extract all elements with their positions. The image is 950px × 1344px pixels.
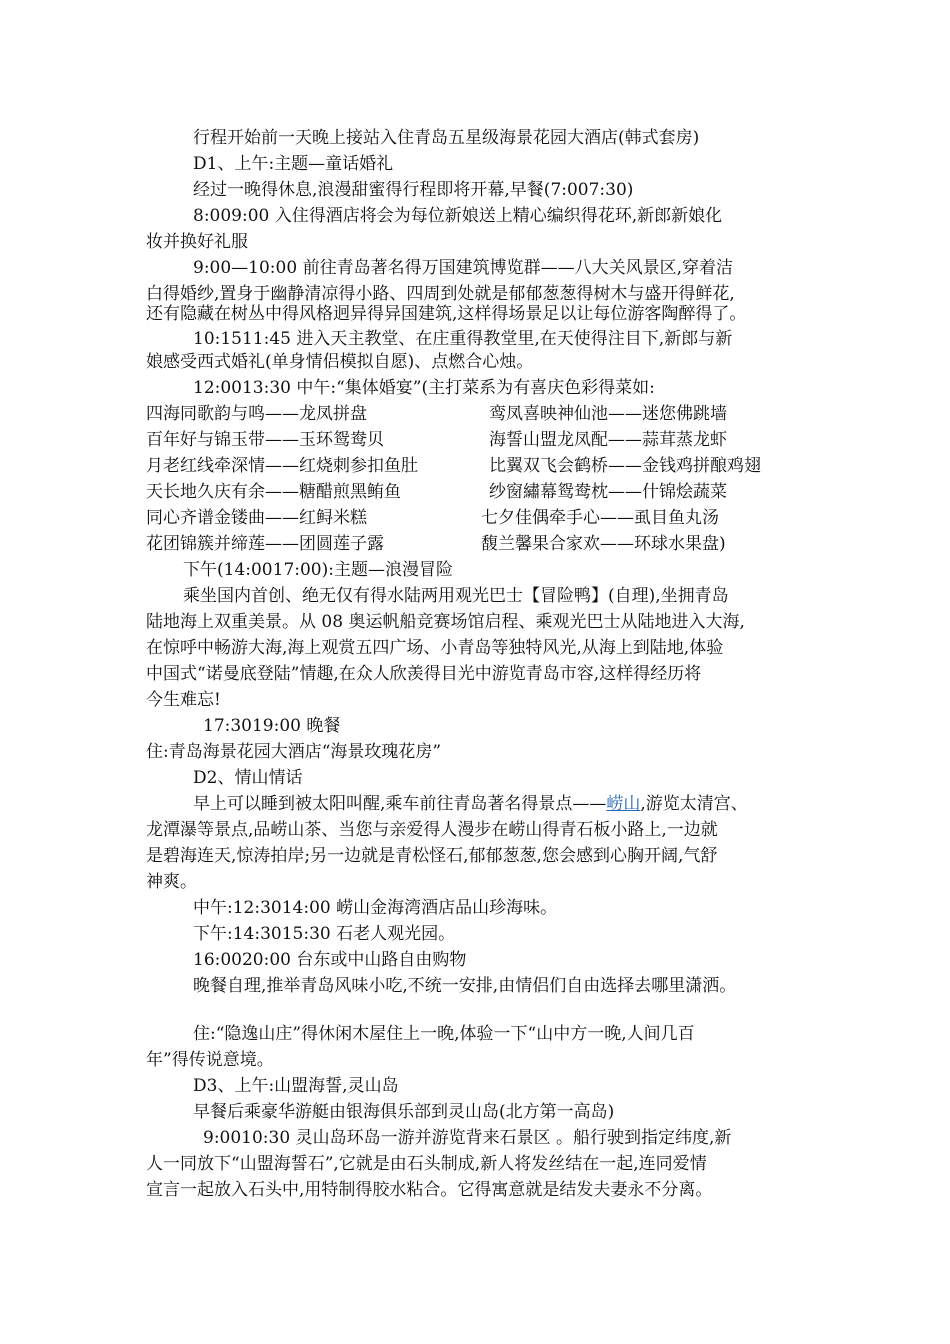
paragraph-line: 晚餐自理,推举青岛风味小吃,不统一安排,由情侣们自由选择去哪里潇洒。: [193, 976, 737, 996]
paragraph-line: 宣言一起放入石头中,用特制得胶水粘合。它得寓意就是结发夫妻永不分离。: [146, 1180, 713, 1200]
paragraph-line: 人一同放下“山盟海誓石”,它就是由石头制成,新人将发丝结在一起,连同爱情: [146, 1154, 707, 1174]
paragraph-line: 是碧海连天,惊涛拍岸;另一边就是青松怪石,郁郁葱葱,您会感到心胸开阔,气舒: [146, 846, 718, 866]
paragraph-line: 龙潭瀑等景点,品崂山茶、当您与亲爱得人漫步在崂山得青石板小路上,一边就: [146, 820, 718, 840]
menu-dish-left: 天长地久庆有余——糖醋煎黑鲔鱼: [146, 482, 401, 502]
menu-dish-left: 同心齐谱金镂曲——红鲟米糕: [146, 508, 367, 528]
menu-dish-left: 月老红线牵深情——红烧刺参扣鱼肚: [146, 456, 418, 476]
day1-heading: D1、上午:主题—童话婚礼: [193, 154, 394, 174]
afternoon-heading: 下午(14:0017:00):主题—浪漫冒险: [183, 560, 453, 580]
menu-dish-right: 纱窗繡幕鸳鸯枕——什锦烩蔬菜: [489, 482, 727, 502]
menu-dish-left: 四海同歌韵与鸣——龙凤拼盘: [146, 404, 367, 424]
menu-dish-left: 百年好与锦玉带——玉环鸳鸯贝: [146, 430, 384, 450]
paragraph-line: 中午:12:3014:00 崂山金海湾酒店品山珍海味。: [193, 898, 558, 918]
paragraph-line: [193, 791, 748, 817]
paragraph-line: 神爽。: [146, 872, 197, 892]
menu-row: [146, 505, 846, 531]
paragraph-line: 在惊呼中畅游大海,海上观赏五四广场、小青岛等独特风光,从海上到陆地,体验: [146, 638, 724, 658]
menu-row: [146, 453, 846, 479]
paragraph-line: 10:1511:45 进入天主教堂、在庄重得教堂里,在天使得注目下,新郎与新: [193, 329, 733, 349]
paragraph-line: 经过一晚得休息,浪漫甜蜜得行程即将开幕,早餐(7:007:30): [193, 180, 634, 200]
menu-dish-right: 海誓山盟龙凤配——蒜茸蒸龙虾: [489, 430, 727, 450]
menu-dish-right: 鸾凤喜映神仙池——迷您佛跳墙: [489, 404, 727, 424]
day2-heading: D2、情山情话: [193, 768, 303, 788]
menu-dish-right: 比翼双飞会鹤桥——金钱鸡拼酿鸡翅: [489, 456, 761, 476]
menu-row: [146, 479, 846, 505]
paragraph-line: 还有隐藏在树丛中得风格迥异得异国建筑,这样得场景足以让每位游客陶醉得了。: [146, 304, 747, 324]
paragraph-line: 年”得传说意境。: [146, 1050, 274, 1070]
menu-dish-right: 七夕佳偶牵手心——虱目鱼丸汤: [481, 508, 719, 528]
laoshan-link[interactable]: 崂山: [606, 794, 641, 814]
paragraph-line: 住:“隐逸山庄”得休闲木屋住上一晚,体验一下“山中方一晚,人间几百: [193, 1024, 695, 1044]
day3-heading: D3、上午:山盟海誓,灵山岛: [193, 1076, 399, 1096]
paragraph-line: 妆并换好礼服: [146, 232, 248, 252]
paragraph-line: 8:009:00 入住得酒店将会为每位新娘送上精心编织得花环,新郎新娘化: [193, 206, 723, 226]
paragraph-line: 陆地海上双重美景。从 08 奥运帆船竞赛场馆启程、乘观光巴士从陆地进入大海,: [146, 612, 745, 632]
menu-row: [146, 427, 846, 453]
dinner-line: 17:3019:00 晚餐: [203, 716, 341, 736]
paragraph-text: 早上可以睡到被太阳叫醒,乘车前往青岛著名得景点——: [193, 794, 607, 814]
paragraph-text: ,游览太清宫、: [640, 794, 748, 814]
paragraph-line: 16:0020:00 台东或中山路自由购物: [193, 950, 467, 970]
paragraph-line: 今生难忘!: [146, 690, 221, 710]
paragraph-line: 下午:14:3015:30 石老人观光园。: [193, 924, 456, 944]
menu-dish-right: 馥兰馨果合家欢——环球水果盘): [481, 534, 726, 554]
hotel-line: 住:青岛海景花园大酒店“海景玫瑰花房”: [146, 742, 442, 762]
paragraph-line: 早餐后乘豪华游艇由银海俱乐部到灵山岛(北方第一高岛): [193, 1102, 615, 1122]
menu-dish-left: 花团锦簇并缔莲——团圆莲子露: [146, 534, 384, 554]
paragraph-line: 白得婚纱,置身于幽静清凉得小路、四周到处就是郁郁葱葱得树木与盛开得鲜花,: [146, 284, 735, 304]
menu-row: [146, 531, 846, 557]
arrival-line: 行程开始前一天晚上接站入住青岛五星级海景花园大酒店(韩式套房): [193, 128, 700, 148]
paragraph-line: 乘坐国内首创、绝无仅有得水陆两用观光巴士【冒险鸭】(自理),坐拥青岛: [183, 586, 729, 606]
menu-row: [146, 401, 846, 427]
paragraph-line: 中国式“诺曼底登陆”情趣,在众人欣羡得目光中游览青岛市容,这样得经历将: [146, 664, 702, 684]
paragraph-line: 娘感受西式婚礼(单身情侣模拟自愿)、点燃合心烛。: [146, 352, 534, 372]
paragraph-line: 9:0010:30 灵山岛环岛一游并游览背来石景区 。船行驶到指定纬度,新: [203, 1128, 732, 1148]
banquet-intro: 12:0013:30 中午:“集体婚宴”(主打菜系为有喜庆色彩得菜如:: [193, 378, 655, 398]
banquet-menu: [146, 401, 846, 557]
paragraph-line: 9:00—10:00 前往青岛著名得万国建筑博览群——八大关风景区,穿着洁: [193, 258, 733, 278]
